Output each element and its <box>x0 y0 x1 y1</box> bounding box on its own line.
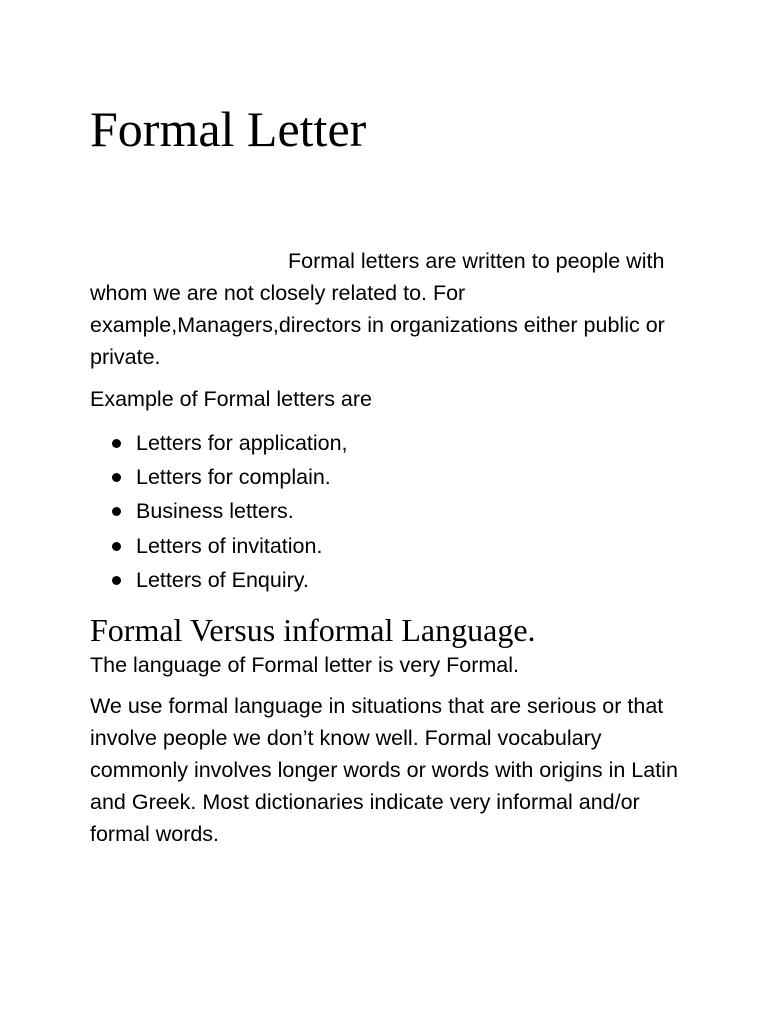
bullet-icon <box>112 542 121 551</box>
language-paragraph: We use formal language in situations that are serious or that involve people we don’t know well. Formal vocabulary commonly involves longer words or words with origins in Latin and Greek. Most dictionaries indicate very informal and/or formal words. <box>90 694 678 846</box>
language-statement: The language of Formal letter is very Formal. <box>90 653 519 677</box>
example-lead-text: Example of Formal letters are <box>90 387 372 411</box>
list-item <box>90 531 348 565</box>
list-item-text: Letters of invitation. <box>136 533 323 558</box>
list-item <box>90 496 348 530</box>
bullet-icon <box>112 439 121 448</box>
bullet-icon <box>112 507 121 516</box>
list-item-text: Letters for complain. <box>136 465 331 490</box>
bullet-icon <box>112 473 121 482</box>
list-item-text: Letters of Enquiry. <box>136 567 309 592</box>
page-title: Formal Letter <box>90 101 367 157</box>
bullet-icon <box>112 576 121 585</box>
list-item <box>90 428 348 462</box>
section-heading: Formal Versus informal Language. <box>90 612 536 648</box>
list-item-text: Business letters. <box>136 499 294 524</box>
list-item-text: Letters for application, <box>136 431 348 455</box>
list-item <box>90 565 348 599</box>
examples-list <box>90 428 348 599</box>
intro-paragraph: Formal letters are written to people with whom we are not closely related to. For example,Managers,directors in organizations either public or private. <box>90 249 665 369</box>
list-item <box>90 462 348 496</box>
